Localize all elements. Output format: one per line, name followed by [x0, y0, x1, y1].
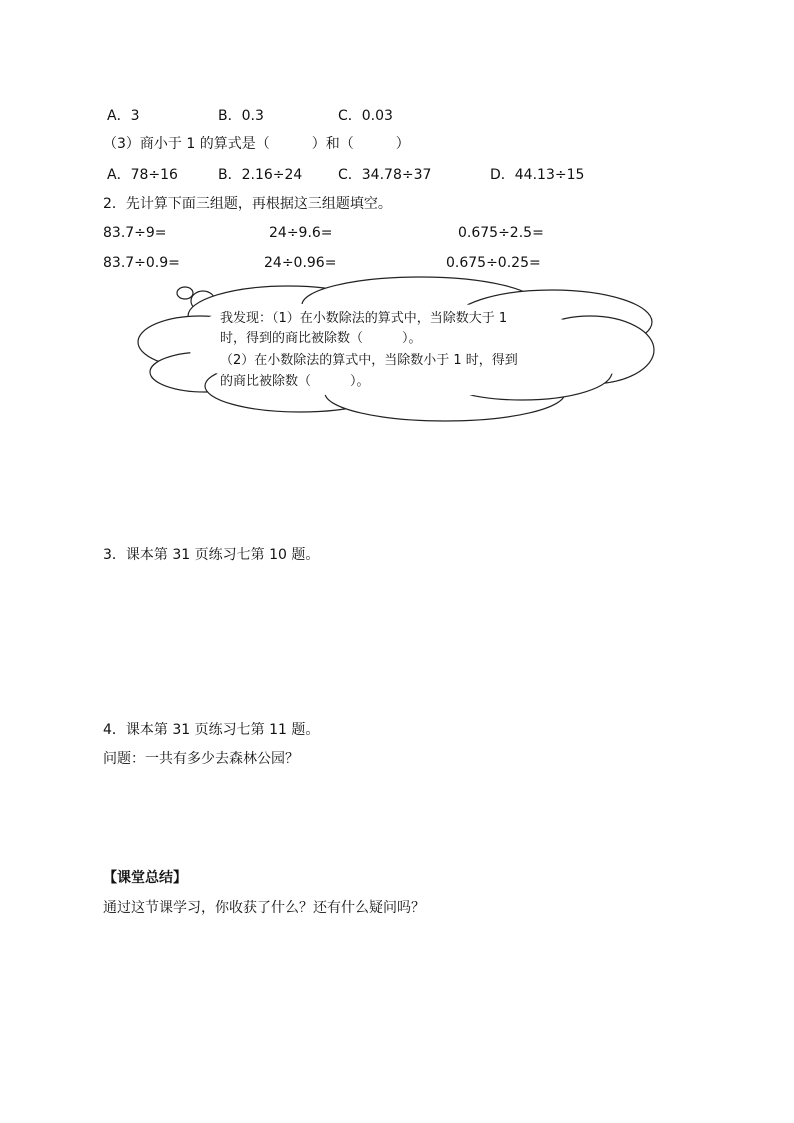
equation-row1-col1: 83.7÷9=	[103, 225, 167, 241]
option-b: B．0.3	[218, 108, 264, 124]
summary-heading: 【课堂总结】	[103, 870, 187, 886]
equation-row2-col2: 24÷0.96=	[264, 255, 337, 271]
question-4-textbook: 4．课本第 31 页练习七第 11 题。	[103, 722, 320, 738]
equation-row1-col2: 24÷9.6=	[269, 225, 333, 241]
question-3-textbook: 3．课本第 31 页练习七第 10 题。	[103, 547, 320, 563]
section-2-title: 2．先计算下面三组题，再根据这三组题填空。	[103, 196, 392, 212]
equation-row2-col1: 83.7÷0.9=	[103, 255, 180, 271]
question-3-stem: （3）商小于 1 的算式是（ ）和（ ）	[103, 136, 410, 152]
option-a: A．3	[107, 108, 140, 124]
cloud-line-1: 我发现：（1）在小数除法的算式中，当除数大于 1	[220, 311, 508, 326]
cloud-line-3: （2）在小数除法的算式中，当除数小于 1 时，得到	[220, 353, 518, 368]
q3-option-b: B．2.16÷24	[218, 167, 303, 183]
q3-option-d: D．44.13÷15	[490, 167, 585, 183]
option-c: C．0.03	[338, 108, 393, 124]
question-4-problem: 问题：一共有多少去森林公园？	[103, 751, 299, 767]
cloud-line-4: 的商比被除数（ ）。	[220, 374, 370, 389]
cloud-line-2: 时，得到的商比被除数（ ）。	[220, 331, 422, 346]
q3-option-c: C．34.78÷37	[338, 167, 432, 183]
q3-option-a: A．78÷16	[107, 167, 178, 183]
equation-row1-col3: 0.675÷2.5=	[458, 225, 544, 241]
summary-prompt: 通过这节课学习，你收获了什么？还有什么疑问吗？	[103, 900, 425, 916]
equation-row2-col3: 0.675÷0.25=	[446, 255, 541, 271]
